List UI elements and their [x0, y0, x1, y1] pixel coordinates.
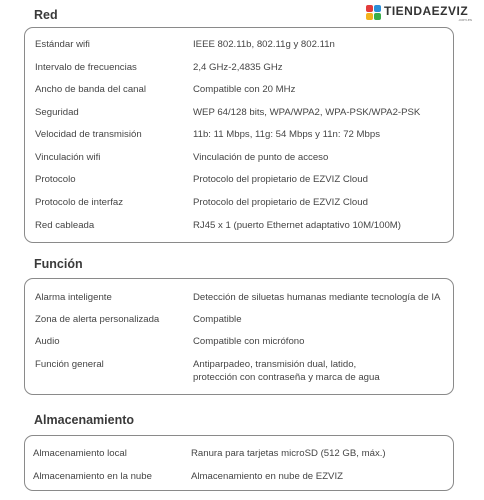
- spec-value: Antiparpadeo, transmisión dual, latido,: [193, 359, 357, 370]
- spec-label: Almacenamiento local: [33, 448, 127, 459]
- spec-label: Protocolo: [35, 174, 76, 185]
- panel-funcion: [24, 278, 454, 395]
- logo-sub-text: .com.es: [458, 17, 473, 22]
- spec-value: Protocolo del propietario de EZVIZ Cloud: [193, 197, 368, 208]
- spec-value: Protocolo del propietario de EZVIZ Cloud: [193, 174, 368, 185]
- spec-label: Protocolo de interfaz: [35, 197, 123, 208]
- spec-value: Vinculación de punto de acceso: [193, 152, 329, 163]
- spec-value: RJ45 x 1 (puerto Ethernet adaptativo 10M/100M): [193, 220, 401, 231]
- spec-label: Función general: [35, 359, 104, 370]
- spec-label: Ancho de banda del canal: [35, 84, 146, 95]
- spec-label: Audio: [35, 336, 60, 347]
- spec-label: Velocidad de transmisión: [35, 129, 142, 140]
- spec-value-line-2: protección con contraseña y marca de agua: [193, 372, 380, 383]
- spec-value: 2,4 GHz-2,4835 GHz: [193, 62, 283, 73]
- spec-label: Zona de alerta personalizada: [35, 314, 160, 325]
- spec-value: WEP 64/128 bits, WPA/WPA2, WPA-PSK/WPA2-PSK: [193, 107, 421, 118]
- spec-value: IEEE 802.11b, 802.11g y 802.11n: [193, 39, 335, 50]
- logo-brand-text: TIENDAEZVIZ: [384, 4, 469, 18]
- spec-label: Alarma inteligente: [35, 292, 112, 303]
- spec-value: Compatible: [193, 314, 242, 325]
- panel-almacenamiento: [24, 435, 454, 491]
- spec-label: Almacenamiento en la nube: [33, 471, 152, 482]
- spec-value: Compatible con 20 MHz: [193, 84, 296, 95]
- section-title-red: Red: [34, 8, 58, 22]
- spec-label: Vinculación wifi: [35, 152, 101, 163]
- spec-value: Detección de siluetas humanas mediante tecnología de IA: [193, 292, 441, 303]
- section-title-almacenamiento: Almacenamiento: [34, 413, 135, 427]
- spec-label: Red cableada: [35, 220, 95, 231]
- section-title-funcion: Función: [34, 257, 83, 271]
- spec-value: Compatible con micrófono: [193, 336, 305, 347]
- spec-label: Seguridad: [35, 107, 79, 118]
- spec-row: [35, 359, 445, 385]
- spec-value: Ranura para tarjetas microSD (512 GB, máx.): [191, 448, 386, 459]
- panel-red: [24, 27, 454, 243]
- logo-mark-icon: [366, 5, 382, 21]
- spec-label: Intervalo de frecuencias: [35, 62, 137, 73]
- brand-logo: [366, 2, 478, 22]
- spec-value: Almacenamiento en nube de EZVIZ: [191, 471, 343, 482]
- spec-label: Estándar wifi: [35, 39, 90, 50]
- spec-value: 11b: 11 Mbps, 11g: 54 Mbps y 11n: 72 Mbps: [193, 129, 381, 140]
